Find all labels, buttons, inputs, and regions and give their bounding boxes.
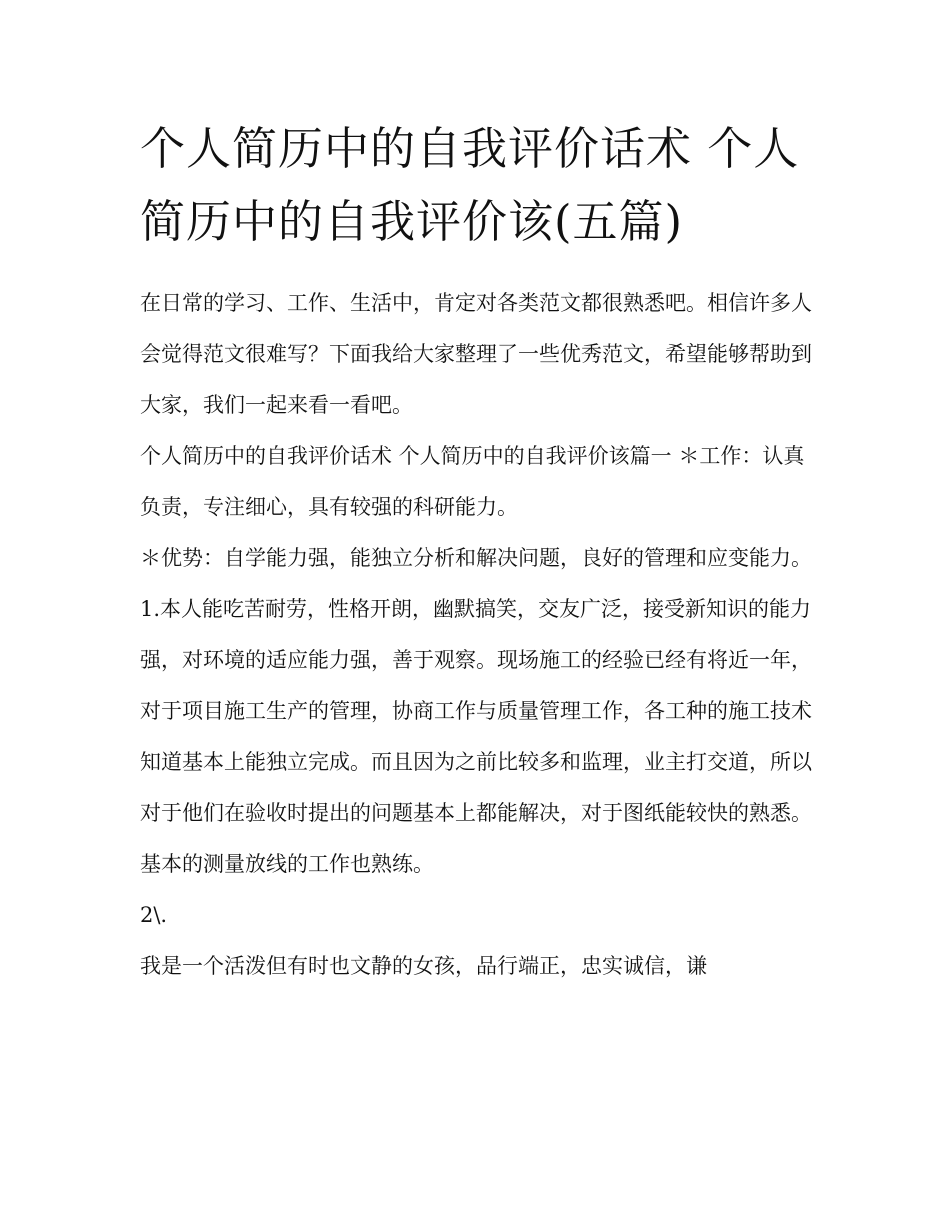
- paragraph-self-description: 我是一个活泼但有时也文静的女孩，品行端正，忠实诚信，谦: [140, 954, 707, 978]
- paragraph-strengths: ＊优势：自学能力强，能独立分析和解决问题，良好的管理和应变能力。: [140, 546, 812, 570]
- paragraph-point-two-label: 2\.: [140, 903, 168, 927]
- paragraph-intro: 在日常的学习、工作、生活中，肯定对各类范文都很熟悉吧。相信许多人会觉得范文很难写？下面我给大家整理了一些优秀范文，希望能够帮助到大家，我们一起来看一看吧。: [140, 291, 812, 417]
- document-title: 个人简历中的自我评价话术 个人简历中的自我评价该(五篇): [140, 122, 800, 248]
- paragraph-section-one: 个人简历中的自我评价话术 个人简历中的自我评价该篇一 ＊工作：认真负责，专注细心，具有较强的科研能力。: [140, 444, 805, 519]
- document-body: [140, 278, 820, 992]
- paragraph-point-one: 1.本人能吃苦耐劳，性格开朗，幽默搞笑，交友广泛，接受新知识的能力强，对环境的适应能力强，善于观察。现场施工的经验已经有将近一年，对于项目施工生产的管理，协商工作与质量管理工作，各工种的施工技术知道基本上能独立完成。而且因为之前比较多和监理，业主打交道，所以对于他们在验收时提出的问题基本上都能解决，对于图纸能较快的熟悉。基本的测量放线的工作也熟练。: [140, 597, 812, 876]
